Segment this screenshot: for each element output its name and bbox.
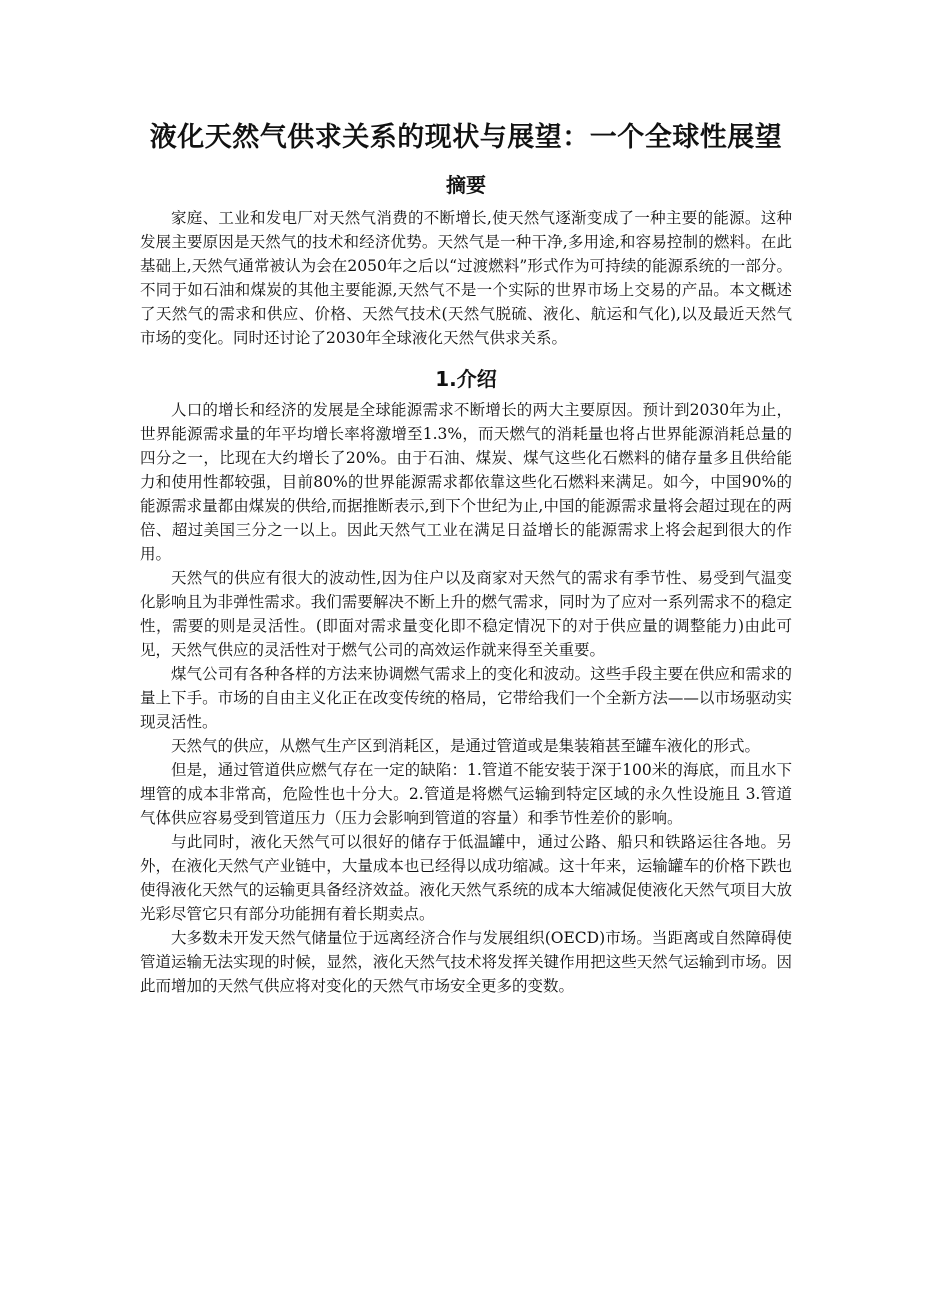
intro-paragraph-1: 人口的增长和经济的发展是全球能源需求不断增长的两大主要原因。预计到2030年为止，世界能源需求量的年平均增长率将激增至1.3%，而天燃气的消耗量也将占世界能源消耗总量的四分之一，比现在大约增长了20%。由于石油、煤炭、煤气这些化石燃料的储存量多且供给能力和使用性都较强，目前80%的世界能源需求都依靠这些化石燃料来满足。如今，中国90%的能源需求量都由煤炭的供给,而据推断表示,到下个世纪为止,中国的能源需求量将会超过现在的两倍、超过美国三分之一以上。因此天然气工业在满足日益增长的能源需求上将会起到很大的作用。 [140,401,792,563]
intro-paragraph-2: 天然气的供应有很大的波动性,因为住户以及商家对天然气的需求有季节性、易受到气温变化影响且为非弹性需求。我们需要解决不断上升的燃气需求，同时为了应对一系列需求不的稳定性，需要的则是灵活性。(即面对需求量变化即不稳定情况下的对于供应量的调整能力)由此可见，天然气供应的灵活性对于燃气公司的高效运作就来得至关重要。 [140,569,792,659]
intro-paragraph-6: 与此同时，液化天然气可以很好的储存于低温罐中，通过公路、船只和铁路运往各地。另外，在液化天然气产业链中，大量成本也已经得以成功缩减。这十年来，运输罐车的价格下跌也使得液化天然气的运输更具备经济效益。液化天然气系统的成本大缩减促使液化天然气项目大放光彩尽管它只有部分功能拥有着长期卖点。 [140,833,792,923]
document-page [140,118,792,998]
intro-paragraph-3: 煤气公司有各种各样的方法来协调燃气需求上的变化和波动。这些手段主要在供应和需求的量上下手。市场的自由主义化正在改变传统的格局，它带给我们一个全新方法——以市场驱动实现灵活性。 [140,665,792,731]
abstract-heading: 摘要 [446,173,486,197]
document-title: 液化天然气供求关系的现状与展望：一个全球性展望 [149,122,783,153]
intro-paragraph-5: 但是，通过管道供应燃气存在一定的缺陷：1.管道不能安装于深于100米的海底，而且水下埋管的成本非常高，危险性也十分大。2.管道是将燃气运输到特定区域的永久性设施且 3.管道气体供应容易受到管道压力（压力会影响到管道的容量）和季节性差价的影响。 [140,761,792,827]
intro-paragraph-7: 大多数未开发天然气储量位于远离经济合作与发展组织(OECD)市场。当距离或自然障碍使管道运输无法实现的时候，显然，液化天然气技术将发挥关键作用把这些天然气运输到市场。因此而增加的天然气供应将对变化的天然气市场安全更多的变数。 [140,929,792,995]
introduction-heading: 1.介绍 [435,367,497,391]
introduction-section [140,364,792,998]
abstract-section [140,170,792,350]
intro-paragraph-4: 天然气的供应，从燃气生产区到消耗区，是通过管道或是集装箱甚至罐车液化的形式。 [171,737,761,755]
abstract-paragraph: 家庭、工业和发电厂对天然气消费的不断增长,使天然气逐渐变成了一种主要的能源。这种发展主要原因是天然气的技术和经济优势。天然气是一种干净,多用途,和容易控制的燃料。在此基础上,天然气通常被认为会在2050年之后以“过渡燃料”形式作为可持续的能源系统的一部分。不同于如石油和煤炭的其他主要能源,天然气不是一个实际的世界市场上交易的产品。本文概述了天然气的需求和供应、价格、天然气技术(天然气脱硫、液化、航运和气化),以及最近天然气市场的变化。同时还讨论了2030年全球液化天然气供求关系。 [140,209,792,347]
